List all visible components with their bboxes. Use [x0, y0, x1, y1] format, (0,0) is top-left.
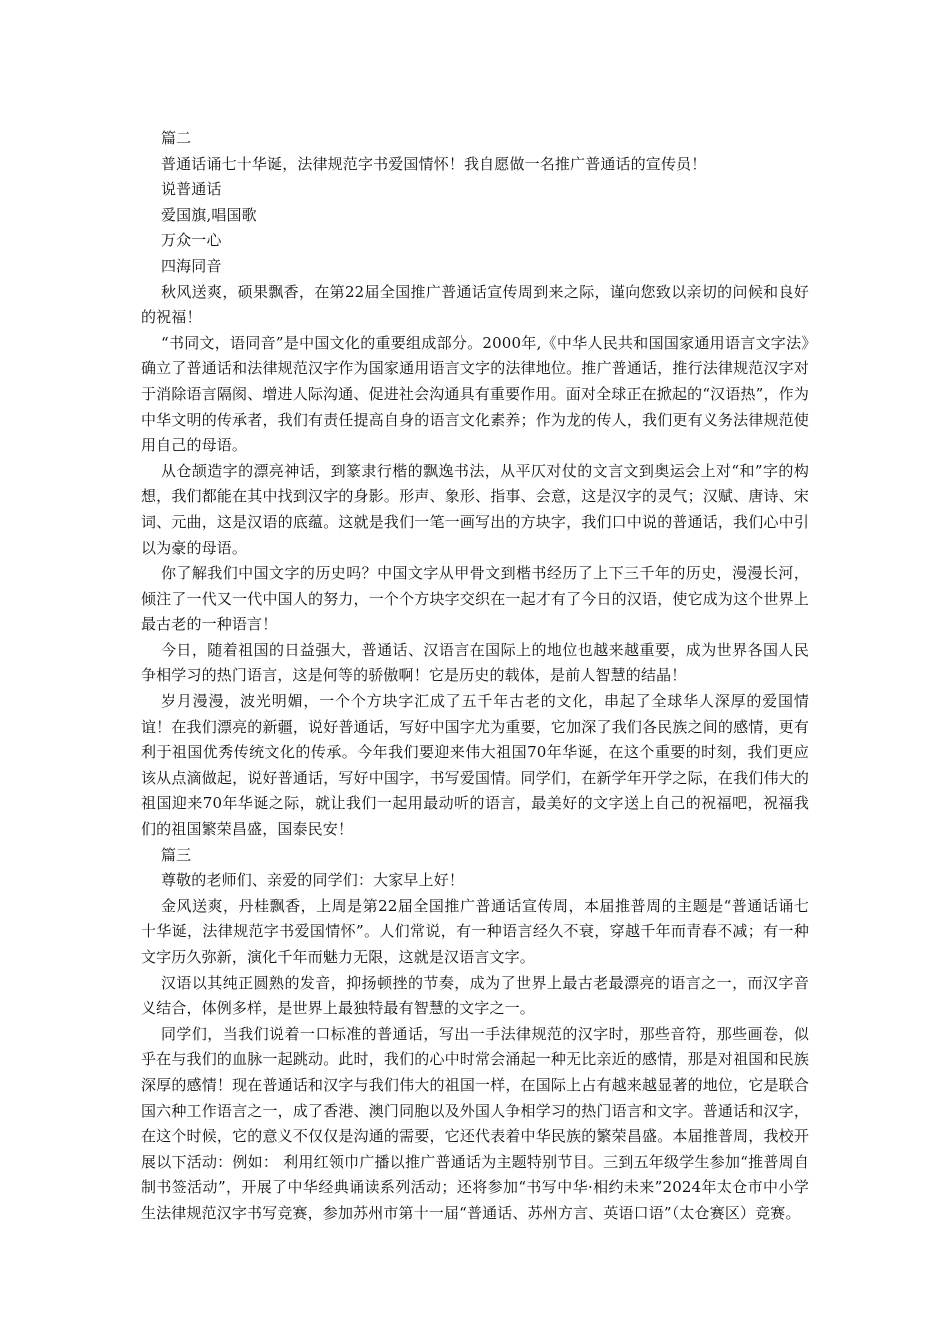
- paragraph: 金风送爽，丹桂飘香，上周是第22届全国推广普通话宣传周，本届推普周的主题是“普通话诵七十华诞，法律规范字书爱国情怀”。人们常说，有一种语言经久不衰，穿越千年而青春不减；有一种文字历久弥新，演化千年而魅力无限，这就是汉语言文字。: [141, 896, 809, 966]
- paragraph: 岁月漫漫，波光明媚，一个个方块字汇成了五千年古老的文化，串起了全球华人深厚的爱国情谊！在我们漂亮的新疆，说好普通话，写好中国字尤为重要，它加深了我们各民族之间的感情，更有利于祖国优秀传统文化的传承。今年我们要迎来伟大祖国70年华诞，在这个重要的时刻，我们更应该从点滴做起，说好普通话，写好中国字，书写爱国情。同学们，在新学年开学之际，在我们伟大的祖国迎来70年华诞之际，就让我们一起用最动听的语言，最美好的文字送上自己的祝福吧，祝福我们的祖国繁荣昌盛，国泰民安！: [141, 692, 809, 839]
- paragraph: “书同文，语同音”是中国文化的重要组成部分。2000年,《中华人民共和国国家通用语言文字法》确立了普通话和法律规范汉字作为国家通用语言文字的法律地位。推广普通话，推行法律规范汉字对于消除语言隔阂、增进人际沟通、促进社会沟通具有重要作用。面对全球正在掀起的“汉语热”，作为中华文明的传承者，我们有责任提高自身的语言文化素养；作为龙的传人，我们更有义务法律规范使用自己的母语。: [141, 333, 809, 455]
- slogan-line: 四海同音: [161, 256, 222, 275]
- paragraph: 同学们，当我们说着一口标准的普通话，写出一手法律规范的汉字时，那些音符，那些画卷，似乎在与我们的血脉一起跳动。此时，我们的心中时常会涌起一种无比亲近的感情，那是对祖国和民族深厚的感情！现在普通话和汉字与我们伟大的祖国一样，在国际上占有越来越显著的地位，它是联合国六种工作语言之一，成了香港、澳门同胞以及外国人争相学习的热门语言和文字。普通话和汉字，在这个时候，它的意义不仅仅是沟通的需要，它还代表着中华民族的繁荣昌盛。本届推普周，我校开展以下活动：例如： 利用红领巾广播以推广普通话为主题特别节目。三到五年级学生参加“推普周自制书签活动”，开展了中华经典诵读系列活动；还将参加“书写中华·相约未来”2024年太仓市中小学生法律规范汉字书写竞赛，参加苏州市第十一届“普通话、苏州方言、英语口语”（太仓赛区）竞赛。: [141, 1024, 809, 1222]
- slogan-line: 普通话诵七十华诞，法律规范字书爱国情怀！我自愿做一名推广普通话的宣传员！: [161, 154, 707, 173]
- section-heading-3: 篇三: [161, 845, 192, 864]
- paragraph: 汉语以其纯正圆熟的发音，抑扬顿挫的节奏，成为了世界上最古老最漂亮的语言之一，而汉字音义结合，体例多样，是世界上最独特最有智慧的文字之一。: [141, 973, 809, 1018]
- paragraph: 今日，随着祖国的日益强大，普通话、汉语言在国际上的地位也越来越重要，成为世界各国人民争相学习的热门语言，这是何等的骄傲啊！它是历史的载体，是前人智慧的结晶！: [141, 640, 809, 685]
- greeting: 尊敬的老师们、亲爱的同学们：大家早上好！: [161, 871, 465, 890]
- paragraph: 秋风送爽，硕果飘香，在第22届全国推广普通话宣传周到来之际，谨向您致以亲切的问候和良好的祝福！: [141, 282, 809, 327]
- paragraph: 你了解我们中国文字的历史吗？中国文字从甲骨文到楷书经历了上下三千年的历史，漫漫长河，倾注了一代又一代中国人的努力，一个个方块字交织在一起才有了今日的汉语，使它成为这个世界上最古老的一种语言！: [141, 564, 809, 634]
- section-heading-2: 篇二: [161, 129, 192, 147]
- slogan-line: 万众一心: [161, 231, 222, 250]
- paragraph: 从仓颉造字的漂亮神话，到篆隶行楷的飘逸书法，从平仄对仗的文言文到奥运会上对“和”字的构想，我们都能在其中找到汉字的身影。形声、象形、指事、会意，这是汉字的灵气；汉赋、唐诗、宋词、元曲，这是汉语的底蕴。这就是我们一笔一画写出的方块字，我们口中说的普通话，我们心中引以为豪的母语。: [141, 461, 809, 557]
- document-body: [141, 126, 809, 1227]
- slogan-line: 爱国旗,唱国歌: [161, 205, 257, 224]
- slogan-line: 说普通话: [161, 180, 222, 199]
